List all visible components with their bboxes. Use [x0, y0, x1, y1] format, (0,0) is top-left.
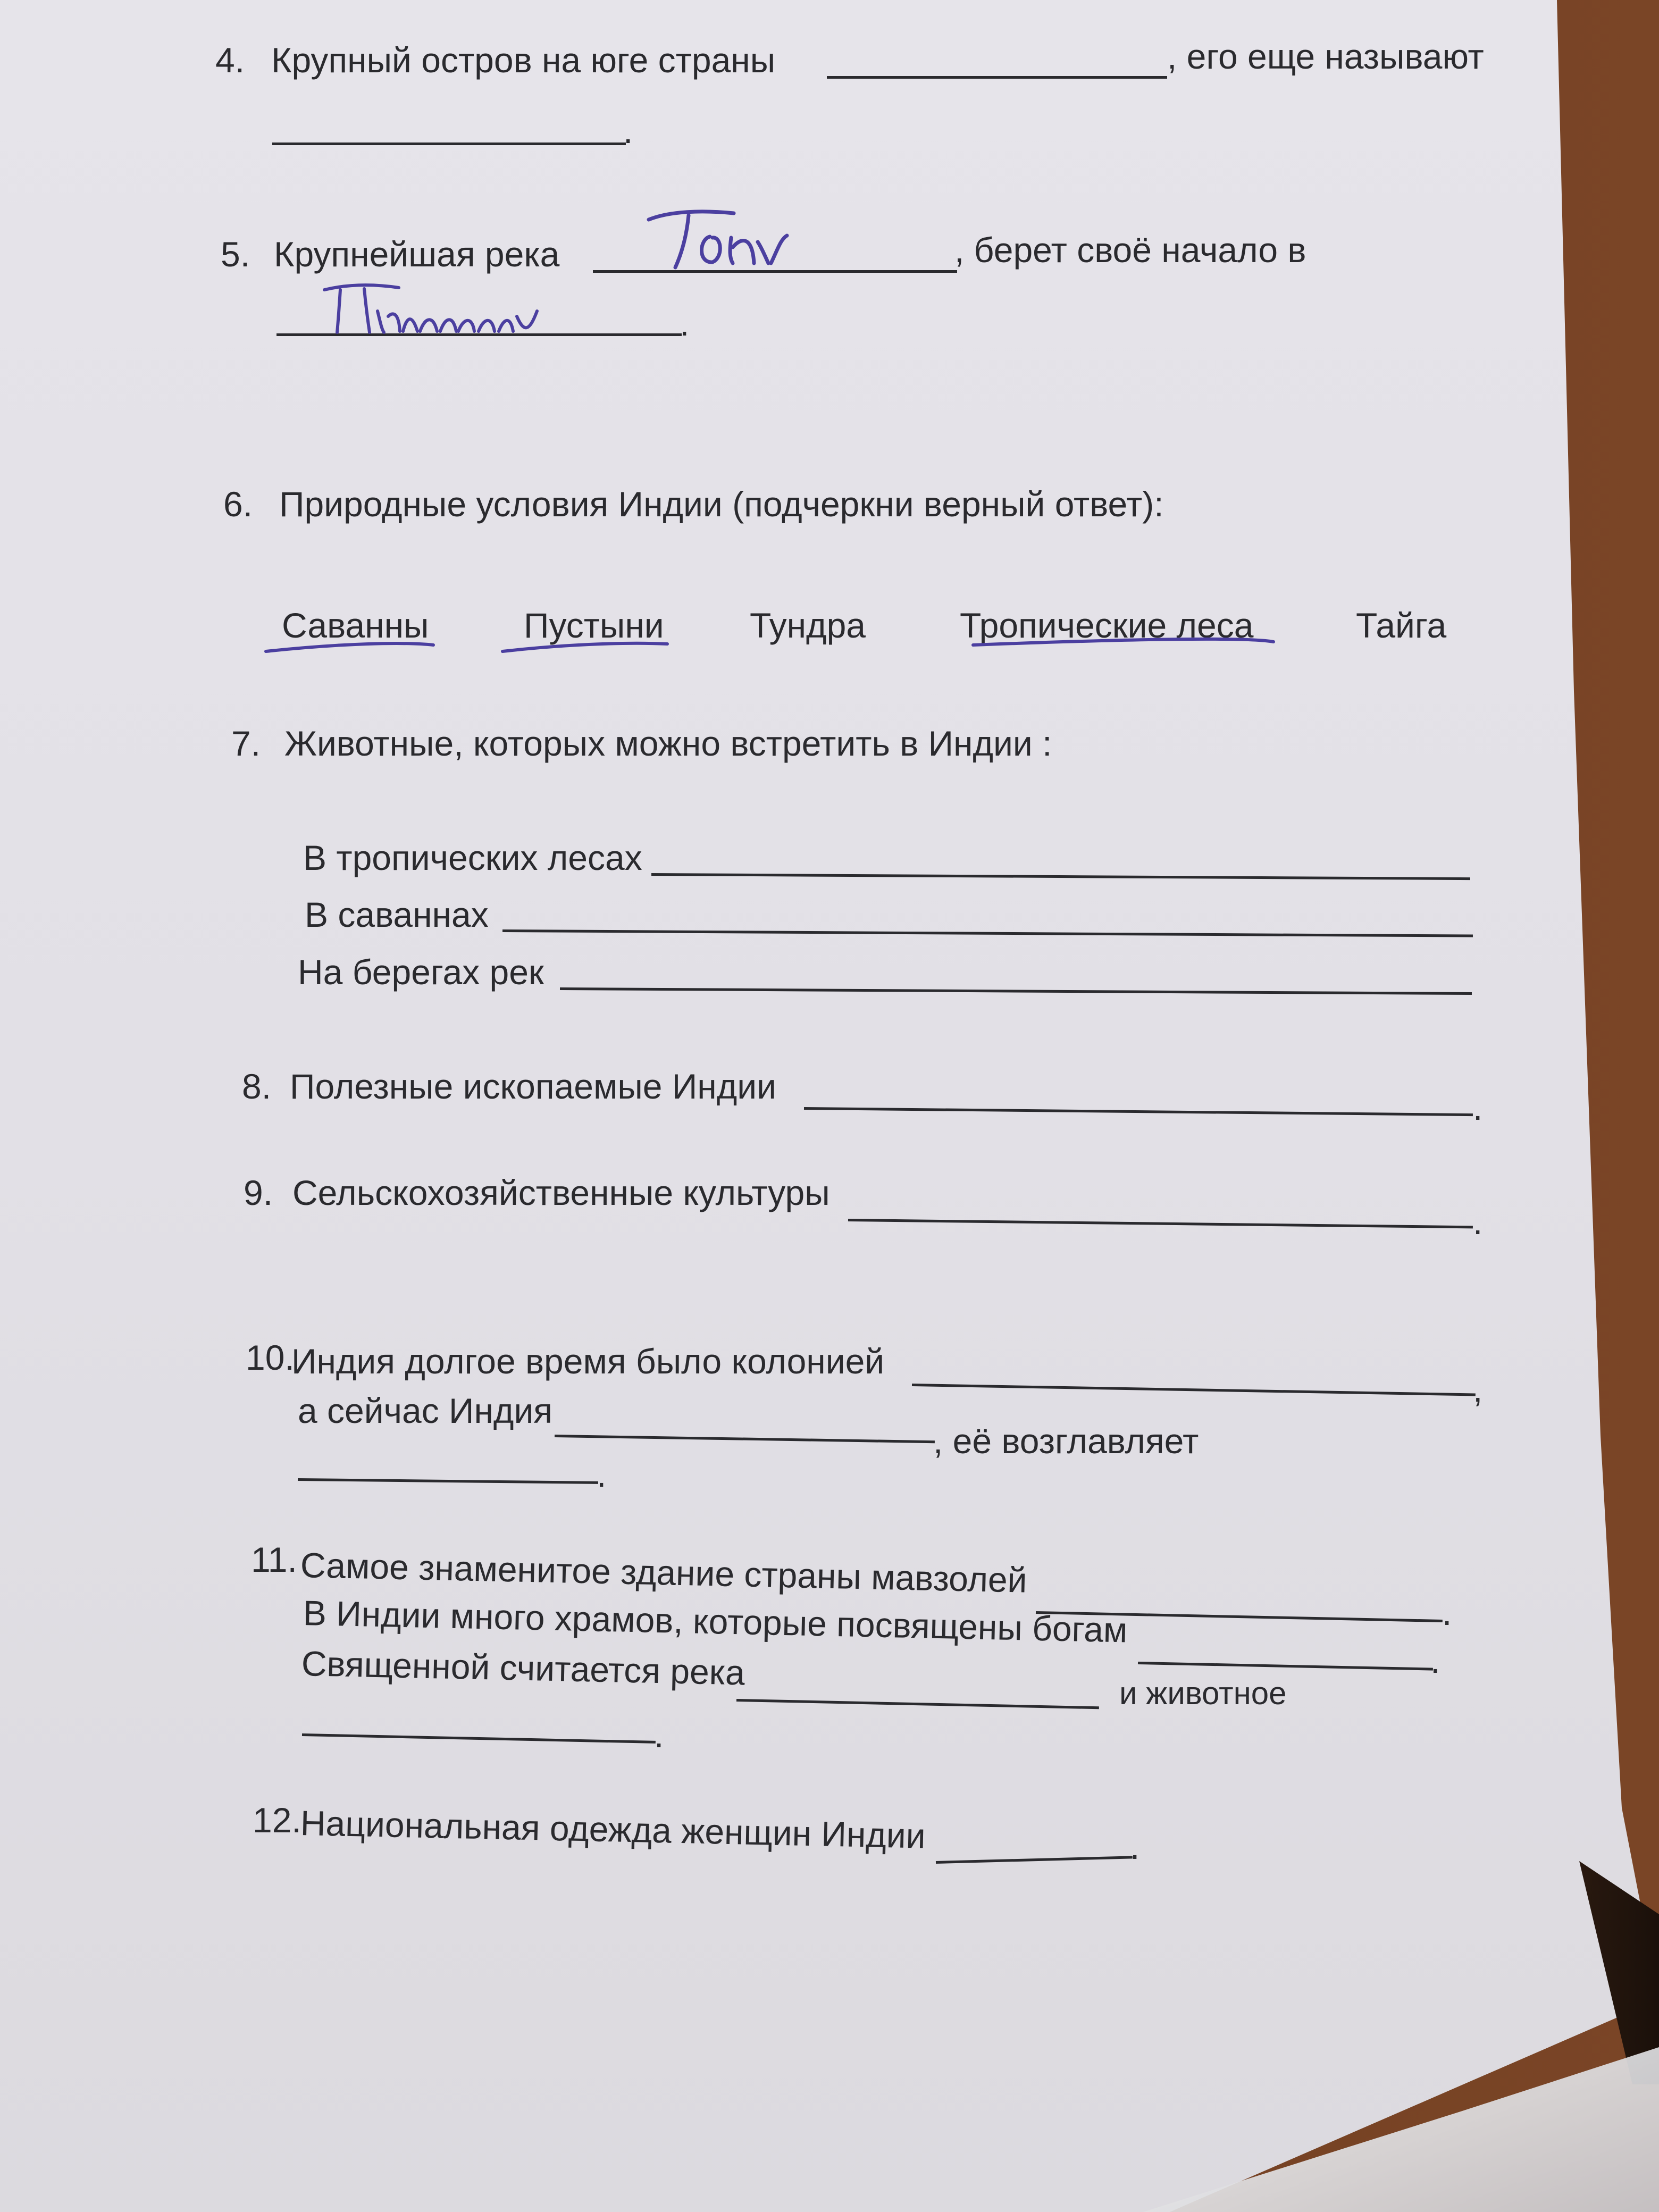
punctuation: .: [1442, 1593, 1452, 1632]
question-text: Самое знаменитое здание страны мавзолей: [300, 1545, 1028, 1600]
question-number: 4.: [215, 40, 245, 80]
question-number: 5.: [221, 234, 250, 274]
question-number: 7.: [231, 724, 261, 763]
handwritten-answer-ganges: [638, 205, 808, 274]
pen-underlines: [261, 630, 1297, 662]
punctuation: .: [680, 304, 690, 343]
answer-blank[interactable]: [272, 143, 626, 145]
question-text-cont: , её возглавляет: [933, 1421, 1199, 1461]
question-number: 8.: [242, 1067, 272, 1106]
punctuation: .: [1130, 1827, 1140, 1866]
question-text: Природные условия Индии (подчеркни верный ответ):: [279, 484, 1164, 524]
question-text-cont: , берет своё начало в: [954, 230, 1306, 270]
question-text: Крупнейшая река: [274, 234, 560, 274]
punctuation: .: [1473, 1088, 1483, 1127]
punctuation: .: [1430, 1641, 1440, 1680]
punctuation: .: [1473, 1202, 1483, 1242]
row-label-savanna: В саваннах: [305, 895, 489, 934]
punctuation: .: [654, 1715, 664, 1755]
question-text: Полезные ископаемые Индии: [290, 1067, 776, 1106]
question-number: 10.: [246, 1338, 295, 1377]
question-number: 6.: [223, 484, 253, 524]
option-tropical-forest[interactable]: Тропические леса: [960, 606, 1254, 645]
row-label-tropical: В тропических лесах: [303, 838, 642, 877]
punctuation: .: [623, 111, 633, 150]
question-number: 12.: [253, 1800, 301, 1840]
option-taiga[interactable]: Тайга: [1356, 606, 1447, 645]
option-tundra[interactable]: Тундра: [750, 606, 866, 645]
row-label-rivers: На берегах рек: [298, 952, 544, 992]
question-text: Национальная одежда женщин Индии: [300, 1803, 926, 1856]
question-text: Животные, которых можно встретить в Индии :: [284, 724, 1052, 763]
question-text-cont: , его еще называют: [1167, 37, 1484, 76]
option-savanna[interactable]: Саванны: [282, 606, 429, 645]
question-text-line2: В Индии много храмов, которые посвящены богам: [303, 1593, 1128, 1650]
handwritten-answer-himalayas: [319, 279, 569, 338]
question-number: 11.: [251, 1540, 297, 1579]
question-number: 9.: [244, 1173, 273, 1212]
answer-blank[interactable]: [827, 76, 1167, 79]
question-text: Сельскохозяйственные культуры: [292, 1173, 830, 1212]
question-text-line3: Священной считается река: [301, 1644, 745, 1692]
question-text-line2: а сейчас Индия: [298, 1391, 553, 1430]
question-text: Индия долгое время было колонией: [291, 1342, 885, 1381]
punctuation: ,: [1473, 1370, 1483, 1409]
option-desert[interactable]: Пустыни: [524, 606, 664, 645]
question-text-cont: и животное: [1119, 1675, 1287, 1711]
question-text: Крупный остров на юге страны: [271, 40, 776, 80]
punctuation: .: [597, 1455, 607, 1494]
